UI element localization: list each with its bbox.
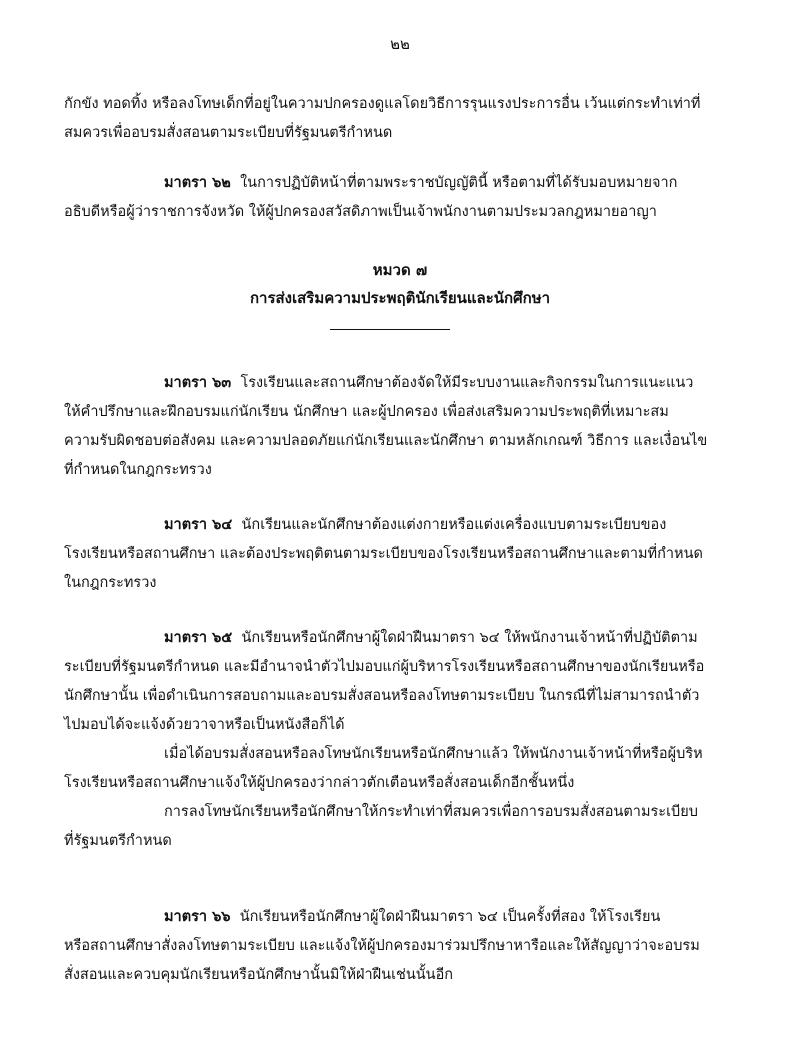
section-text: ในการปฏิบัติหน้าที่ตามพระราชบัญญัตินี้ หรือตามที่ได้รับมอบหมายจาก: [240, 175, 678, 191]
text-line: สมควรเพื่ออบรมสั่งสอนตามระเบียบที่รัฐมนตรีกำหนด: [64, 125, 393, 141]
text-line: ความรับผิดชอบต่อสังคม และความปลอดภัยแก่นักเรียนและนักศึกษา ตามหลักเกณฑ์ วิธีการ และเงื่อนไข: [64, 433, 708, 449]
section-65: [64, 624, 744, 856]
section-text: โรงเรียนและสถานศึกษาต้องจัดให้มีระบบงานและกิจกรรมในการแนะแนว: [240, 375, 694, 391]
text-line: [64, 169, 744, 198]
section-62: [64, 169, 744, 227]
text-line: ในกฎกระทรวง: [64, 575, 157, 591]
chapter-title: การส่งเสริมความประพฤตินักเรียนและนักศึกษา: [249, 289, 551, 307]
text-line: สั่งสอนและควบคุมนักเรียนหรือนักศึกษานั้นมิให้ฝ่าฝืนเช่นนั้นอีก: [64, 967, 454, 983]
section-63: [64, 369, 744, 485]
section-label: มาตรา ๖๕: [164, 630, 233, 646]
chapter-number: หมวด ๗: [372, 261, 428, 279]
page-number: ๒๒: [390, 35, 410, 53]
text-line: กักขัง ทอดทิ้ง หรือลงโทษเด็กที่อยู่ในความปกครองดูแลโดยวิธีการรุนแรงประการอื่น เว้นแต่กระทำเท่าที่: [64, 96, 701, 112]
section-text: นักเรียนหรือนักศึกษาผู้ใดฝ่าฝืนมาตรา ๖๔ ให้พนักงานเจ้าหน้าที่ปฏิบัติตาม: [241, 630, 698, 646]
text-line: นักศึกษานั้น เพื่อดำเนินการสอบถามและอบรมสั่งสอนหรือลงโทษตามระเบียบ ในกรณีที่ไม่สามารถนำตัว: [64, 688, 700, 704]
text-line: หรือสถานศึกษาสั่งลงโทษตามระเบียบ และแจ้งให้ผู้ปกครองมาร่วมปรึกษาหารือและให้สัญญาว่าจะอบรม: [64, 938, 700, 954]
section-text: นักเรียนและนักศึกษาต้องแต่งกายหรือแต่งเครื่องแบบตามระเบียบของ: [241, 517, 667, 533]
section-text: นักเรียนหรือนักศึกษาผู้ใดฝ่าฝืนมาตรา ๖๔ เป็นครั้งที่สอง ให้โรงเรียน: [239, 909, 661, 925]
text-line: [64, 369, 744, 398]
text-line: [64, 511, 744, 540]
text-line: [64, 624, 744, 653]
section-label: มาตรา ๖๓: [164, 375, 232, 391]
text-line: ให้คำปรึกษาและฝึกอบรมแก่นักเรียน นักศึกษา และผู้ปกครอง เพื่อส่งเสริมความประพฤติที่เหมาะสม: [64, 404, 669, 420]
text-line: ที่รัฐมนตรีกำหนด: [64, 833, 172, 849]
text-line: [64, 903, 744, 932]
text-line: โรงเรียนหรือสถานศึกษา และต้องประพฤติตนตามระเบียบของโรงเรียนหรือสถานศึกษาและตามที่กำหนด: [64, 546, 703, 562]
heading-divider: [330, 329, 450, 330]
section-66: [64, 903, 744, 990]
text-line: การลงโทษนักเรียนหรือนักศึกษาให้กระทำเท่าที่สมควรเพื่อการอบรมสั่งสอนตามระเบียบ: [164, 804, 698, 820]
section-label: มาตรา ๖๒: [164, 175, 231, 191]
text-line: โรงเรียนหรือสถานศึกษาแจ้งให้ผู้ปกครองว่ากล่าวตักเตือนหรือสั่งสอนเด็กอีกชั้นหนึ่ง: [64, 775, 575, 791]
section-64: [64, 511, 744, 598]
text-line: อธิบดีหรือผู้ว่าราชการจังหวัด ให้ผู้ปกครองสวัสดิภาพเป็นเจ้าพนักงานตามประมวลกฎหมายอาญา: [64, 204, 657, 220]
text-line: ระเบียบที่รัฐมนตรีกำหนด และมีอำนาจนำตัวไปมอบแก่ผู้บริหารโรงเรียนหรือสถานศึกษาของนักเรียนหรือ: [64, 659, 705, 675]
section-label: มาตรา ๖๖: [164, 909, 231, 925]
text-line: เมื่อได้อบรมสั่งสอนหรือลงโทษนักเรียนหรือนักศึกษาแล้ว ให้พนักงานเจ้าหน้าที่หรือผู้บริห: [164, 746, 703, 762]
text-line: ที่กำหนดในกฎกระทรวง: [64, 462, 212, 478]
continuation-paragraph: [64, 90, 744, 148]
text-line: ไปมอบได้จะแจ้งด้วยวาจาหรือเป็นหนังสือก็ได้: [64, 717, 345, 733]
section-label: มาตรา ๖๔: [164, 517, 233, 533]
